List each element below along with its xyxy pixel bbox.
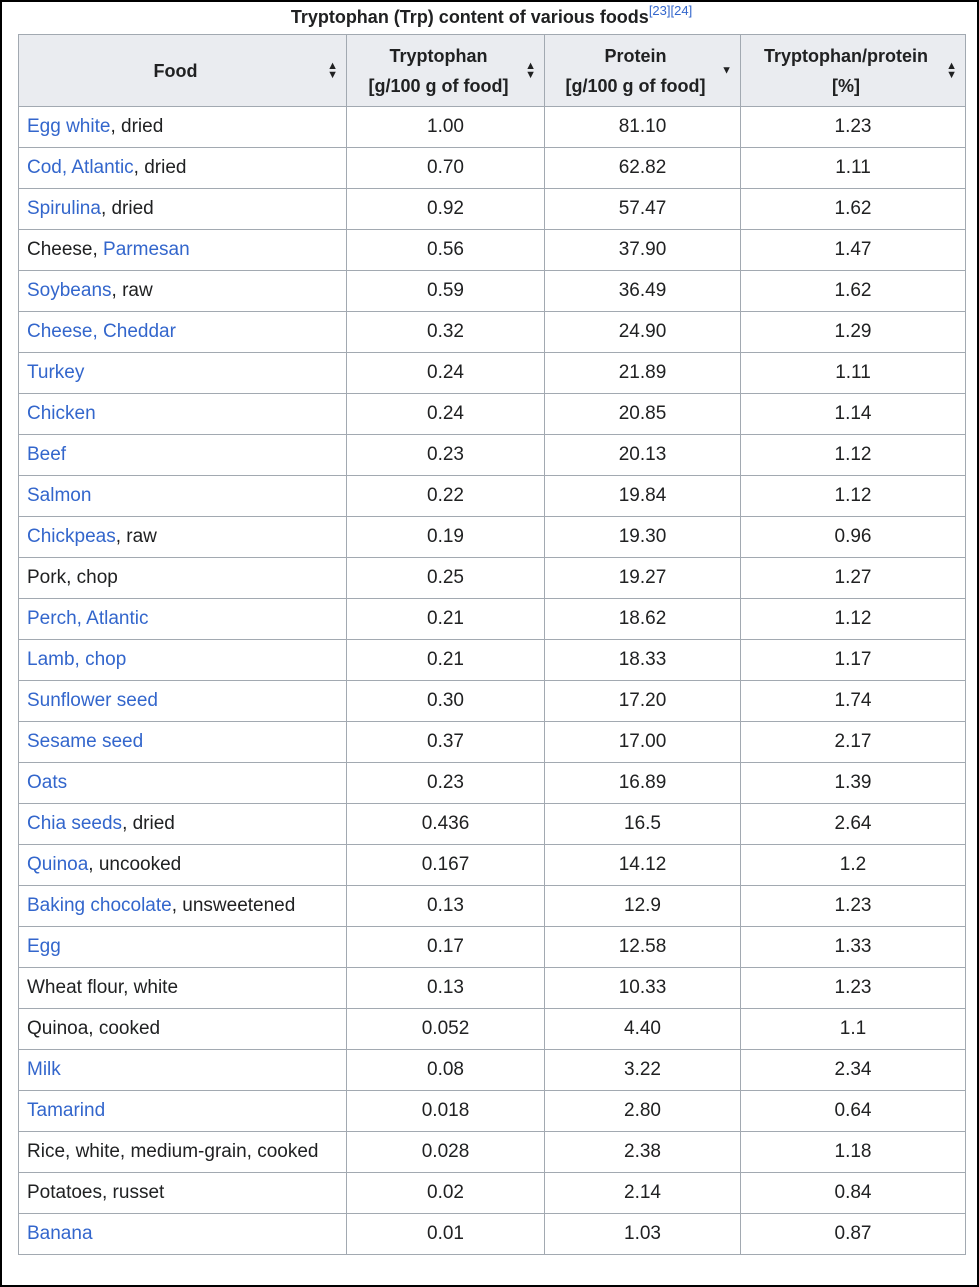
protein-cell: 36.49 [545,271,741,312]
protein-cell: 1.03 [545,1214,741,1255]
ratio-cell: 1.11 [741,353,966,394]
food-link[interactable]: Tamarind [27,1100,106,1121]
food-text: , dried [110,116,164,137]
food-cell [19,558,347,599]
food-text: Wheat flour, white [27,977,179,998]
tryptophan-cell: 0.32 [347,312,545,353]
tryptophan-cell: 0.02 [347,1173,545,1214]
tryptophan-cell: 1.00 [347,107,545,148]
food-cell [19,353,347,394]
food-link[interactable]: Milk [27,1059,61,1080]
food-link[interactable]: Egg white [27,116,111,137]
food-cell [19,886,347,927]
protein-cell: 12.58 [545,927,741,968]
food-cell [19,845,347,886]
protein-cell: 2.38 [545,1132,741,1173]
column-header-tryptophan[interactable] [347,35,545,107]
protein-cell: 10.33 [545,968,741,1009]
tryptophan-cell: 0.436 [347,804,545,845]
food-link[interactable]: Sunflower seed [27,690,158,711]
table-caption [2,2,979,32]
protein-cell: 20.13 [545,435,741,476]
table-row [19,1009,966,1050]
ratio-cell: 1.18 [741,1132,966,1173]
table-row [19,1050,966,1091]
ratio-cell: 1.23 [741,968,966,1009]
food-link[interactable]: Oats [27,772,68,793]
ratio-cell: 1.12 [741,599,966,640]
food-text: , dried [122,813,175,834]
header-unit: [%] [832,75,860,96]
table-row [19,558,966,599]
food-link[interactable]: Banana [27,1223,93,1244]
header-label: Protein [604,45,667,66]
header-unit: [g/100 g of food] [368,75,509,96]
protein-cell: 16.89 [545,763,741,804]
food-cell [19,1091,347,1132]
food-link[interactable]: Cod, Atlantic [27,157,134,178]
tryptophan-cell: 0.37 [347,722,545,763]
food-text: Cheese, [27,239,104,260]
tryptophan-cell: 0.23 [347,435,545,476]
ratio-cell: 1.1 [741,1009,966,1050]
protein-cell: 20.85 [545,394,741,435]
tryptophan-cell: 0.59 [347,271,545,312]
food-link[interactable]: Baking chocolate [27,895,172,916]
table-row [19,1214,966,1255]
protein-cell: 19.27 [545,558,741,599]
table-row [19,312,966,353]
ratio-cell: 1.14 [741,394,966,435]
food-link[interactable]: Parmesan [103,239,190,260]
tryptophan-table [18,34,966,1255]
sort-descending-icon[interactable]: ▼ [721,64,732,76]
food-cell [19,394,347,435]
table-row [19,394,966,435]
tryptophan-cell: 0.018 [347,1091,545,1132]
protein-cell: 2.14 [545,1173,741,1214]
ratio-cell: 1.12 [741,476,966,517]
table-body [19,107,966,1255]
food-link[interactable]: Cheese, Cheddar [27,321,176,342]
food-link[interactable]: Quinoa [27,854,89,875]
table-row [19,804,966,845]
tryptophan-cell: 0.22 [347,476,545,517]
header-label: Food [153,60,198,81]
ratio-cell: 1.23 [741,107,966,148]
protein-cell: 62.82 [545,148,741,189]
table-row [19,1091,966,1132]
table-row [19,968,966,1009]
food-text: Pork, chop [27,567,118,588]
table-row [19,230,966,271]
protein-cell: 14.12 [545,845,741,886]
column-header-protein[interactable] [545,35,741,107]
ratio-cell: 1.39 [741,763,966,804]
ratio-cell: 0.64 [741,1091,966,1132]
ratio-cell: 1.29 [741,312,966,353]
table-row [19,722,966,763]
ratio-cell: 1.74 [741,681,966,722]
protein-cell: 17.00 [545,722,741,763]
food-text: , raw [111,280,153,301]
food-text: , unsweetened [171,895,296,916]
ratio-cell: 1.62 [741,271,966,312]
tryptophan-cell: 0.08 [347,1050,545,1091]
header-label: Tryptophan/protein [764,45,928,66]
tryptophan-cell: 0.70 [347,148,545,189]
food-cell [19,476,347,517]
food-link[interactable]: Salmon [27,485,92,506]
tryptophan-cell: 0.17 [347,927,545,968]
tryptophan-cell: 0.167 [347,845,545,886]
ratio-cell: 0.87 [741,1214,966,1255]
protein-cell: 18.33 [545,640,741,681]
protein-cell: 17.20 [545,681,741,722]
protein-cell: 21.89 [545,353,741,394]
table-row [19,681,966,722]
tryptophan-cell: 0.56 [347,230,545,271]
tryptophan-cell: 0.19 [347,517,545,558]
protein-cell: 18.62 [545,599,741,640]
food-cell [19,1214,347,1255]
ratio-cell: 2.17 [741,722,966,763]
ratio-cell: 1.62 [741,189,966,230]
protein-cell: 19.84 [545,476,741,517]
sort-both-icon[interactable]: ▲ ▼ [946,59,957,81]
food-cell [19,230,347,271]
column-header-ratio[interactable] [741,35,966,107]
food-text: , dried [133,157,187,178]
sort-both-icon[interactable]: ▲ ▼ [525,59,536,81]
ratio-cell: 1.23 [741,886,966,927]
ratio-cell: 0.96 [741,517,966,558]
food-cell [19,189,347,230]
ratio-cell: 1.2 [741,845,966,886]
food-cell [19,107,347,148]
table-row [19,763,966,804]
food-cell [19,804,347,845]
protein-cell: 81.10 [545,107,741,148]
table-row [19,927,966,968]
food-link[interactable]: Chicken [27,403,96,424]
food-link[interactable]: Chia seeds [27,813,123,834]
caption-title: Tryptophan (Trp) content of various foods [290,7,649,27]
food-cell [19,271,347,312]
table-row [19,189,966,230]
ratio-cell: 1.27 [741,558,966,599]
food-link[interactable]: Turkey [27,362,85,383]
tryptophan-cell: 0.24 [347,394,545,435]
column-header-food[interactable] [19,35,347,107]
table-row [19,435,966,476]
caption-references[interactable]: [23][24] [648,3,693,18]
food-cell [19,312,347,353]
protein-cell: 16.5 [545,804,741,845]
food-text: , dried [100,198,154,219]
tryptophan-cell: 0.13 [347,968,545,1009]
tryptophan-cell: 0.23 [347,763,545,804]
food-cell [19,148,347,189]
food-cell [19,435,347,476]
food-link[interactable]: Perch, Atlantic [27,608,149,629]
tryptophan-cell: 0.028 [347,1132,545,1173]
food-cell [19,1132,347,1173]
table-row [19,845,966,886]
protein-cell: 3.22 [545,1050,741,1091]
food-cell [19,722,347,763]
tryptophan-cell: 0.21 [347,599,545,640]
protein-cell: 24.90 [545,312,741,353]
header-label: Tryptophan [389,45,488,66]
table-row [19,271,966,312]
food-text: , raw [115,526,157,547]
ratio-cell: 1.11 [741,148,966,189]
tryptophan-cell: 0.25 [347,558,545,599]
header-row [19,35,966,107]
food-link[interactable]: Chickpeas [27,526,116,547]
food-text: Rice, white, medium-grain, cooked [27,1141,319,1162]
food-link[interactable]: Egg [27,936,61,957]
protein-cell: 19.30 [545,517,741,558]
food-cell [19,599,347,640]
food-cell [19,927,347,968]
table-row [19,353,966,394]
food-cell [19,968,347,1009]
table-row [19,599,966,640]
ratio-cell: 1.33 [741,927,966,968]
protein-cell: 2.80 [545,1091,741,1132]
protein-cell: 4.40 [545,1009,741,1050]
tryptophan-cell: 0.052 [347,1009,545,1050]
tryptophan-cell: 0.21 [347,640,545,681]
food-cell [19,1050,347,1091]
food-cell [19,1009,347,1050]
protein-cell: 12.9 [545,886,741,927]
table-row [19,517,966,558]
food-cell [19,1173,347,1214]
food-cell [19,763,347,804]
food-cell [19,517,347,558]
food-text: Quinoa, cooked [27,1018,161,1039]
header-unit: [g/100 g of food] [565,75,706,96]
table-row [19,476,966,517]
sort-both-icon[interactable]: ▲ ▼ [327,59,338,81]
ratio-cell: 2.34 [741,1050,966,1091]
protein-cell: 37.90 [545,230,741,271]
table-row [19,1132,966,1173]
food-link[interactable]: Beef [27,444,67,465]
tryptophan-cell: 0.24 [347,353,545,394]
tryptophan-cell: 0.92 [347,189,545,230]
ratio-cell: 0.84 [741,1173,966,1214]
protein-cell: 57.47 [545,189,741,230]
table-row [19,148,966,189]
table-row [19,886,966,927]
table-row [19,1173,966,1214]
ratio-cell: 2.64 [741,804,966,845]
food-cell [19,681,347,722]
food-link[interactable]: Lamb, chop [27,649,127,670]
ratio-cell: 1.47 [741,230,966,271]
food-cell [19,640,347,681]
ratio-cell: 1.17 [741,640,966,681]
tryptophan-cell: 0.13 [347,886,545,927]
ratio-cell: 1.12 [741,435,966,476]
food-link[interactable]: Soybeans [27,280,112,301]
tryptophan-cell: 0.01 [347,1214,545,1255]
tryptophan-cell: 0.30 [347,681,545,722]
food-link[interactable]: Spirulina [27,198,101,219]
food-text: Potatoes, russet [27,1182,165,1203]
table-row [19,107,966,148]
table-row [19,640,966,681]
food-link[interactable]: Sesame seed [27,731,144,752]
food-text: , uncooked [88,854,182,875]
